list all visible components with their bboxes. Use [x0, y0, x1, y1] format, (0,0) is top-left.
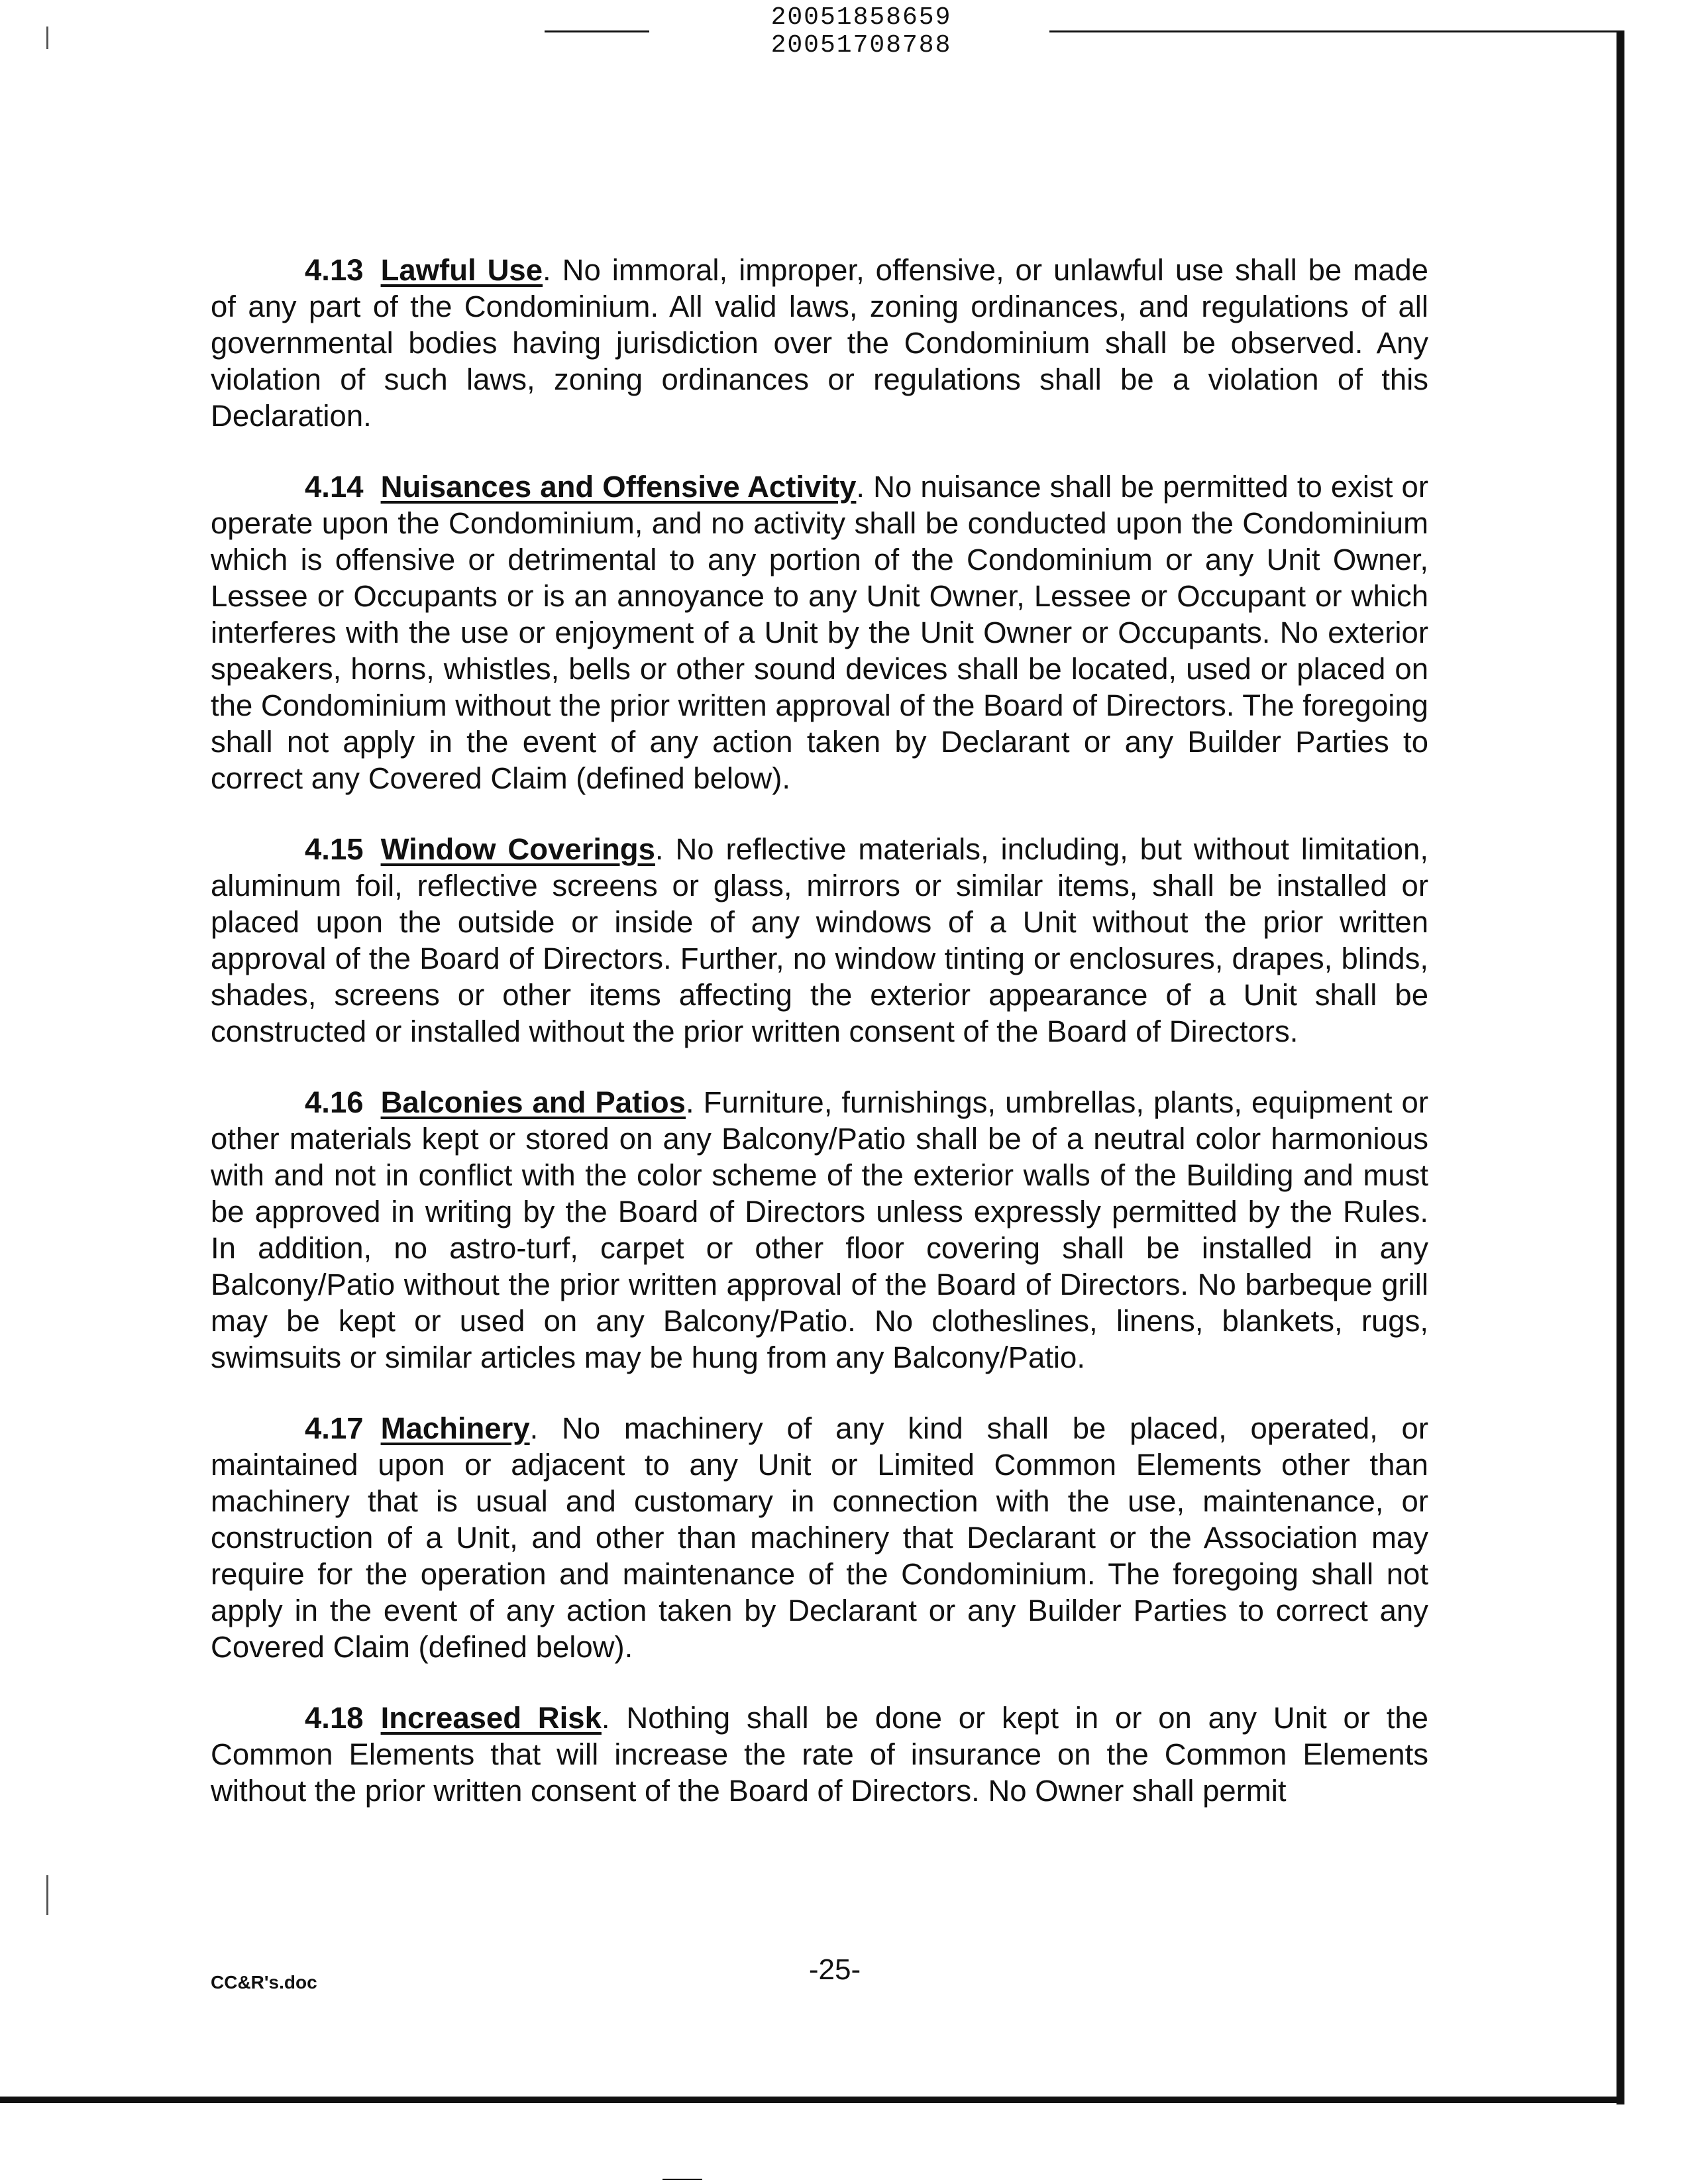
- section-text: Nothing shall be done or kept in or on any Unit or the Common Elements that will increase the rate of insurance on the Common Elements without the prior written consent of the Board of Directors. No Owner shall permit: [211, 1701, 1428, 1808]
- scan-speck: [46, 1875, 48, 1915]
- title-period: .: [601, 1701, 627, 1735]
- title-period: .: [655, 832, 676, 866]
- bottom-rule: [0, 2097, 1624, 2103]
- section-4-18: [211, 1700, 1428, 1809]
- section-title: Window Coverings: [380, 832, 655, 866]
- bottom-edge-rule: [662, 2179, 702, 2180]
- section-4-13: [211, 252, 1428, 434]
- title-period: .: [529, 1411, 562, 1445]
- section-number: 4.16: [305, 1085, 364, 1119]
- section-number: 4.13: [305, 253, 364, 287]
- section-title: Lawful Use: [380, 253, 543, 287]
- top-rule-left: [545, 30, 649, 32]
- title-period: .: [543, 253, 562, 287]
- section-text: No nuisance shall be permitted to exist or operate upon the Condominium, and no activity shall be conducted upon the Condominium which is offensive or detrimental to any portion of the Condominium or any Unit Owner, Lessee or Occupants or is an annoyance to any Unit Owner, Lessee or Occupant or which interferes with the use or enjoyment of a Unit by the Unit Owner or Occupants. No exterior speakers, horns, whistles, bells or other sound devices shall be located, used or placed on the Condominium without the prior written approval of the Board of Directors. The foregoing shall not apply in the event of any action taken by Declarant or any Builder Parties to correct any Covered Claim (defined below).: [211, 470, 1428, 795]
- footer-filename: CC&R's.doc: [211, 1972, 317, 1993]
- section-title: Machinery: [380, 1411, 530, 1445]
- section-4-17: [211, 1410, 1428, 1665]
- section-number: 4.15: [305, 832, 364, 866]
- scan-speck: [46, 27, 48, 49]
- doc-number-2: 20051708788: [770, 31, 952, 60]
- section-text: Furniture, furnishings, umbrellas, plants, equipment or other materials kept or stored on any Balcony/Patio shall be of a neutral color harmonious with and not in conflict with the color scheme of the exterior walls of the Building and must be approved in writing by the Board of Directors unless expressly permitted by the Rules. In addition, no astro-turf, carpet or other floor covering shall be installed in any Balcony/Patio without the prior written approval of the Board of Directors. No barbeque grill may be kept or used on any Balcony/Patio. No clotheslines, linens, blankets, rugs, swimsuits or similar articles may be hung from any Balcony/Patio.: [211, 1085, 1428, 1374]
- section-4-14: [211, 468, 1428, 796]
- section-text: No immoral, improper, offensive, or unlawful use shall be made of any part of the Condominium. All valid laws, zoning ordinances, and regulations of all governmental bodies having jurisdiction over the Condominium shall be observed. Any violation of such laws, zoning ordinances or regulations shall be a violation of this Declaration.: [211, 253, 1428, 433]
- document-body: [211, 252, 1428, 1843]
- section-number: 4.14: [305, 470, 364, 504]
- section-title: Increased Risk: [380, 1701, 602, 1735]
- page-number: -25-: [808, 1953, 861, 1986]
- section-4-15: [211, 831, 1428, 1050]
- section-text: No reflective materials, including, but without limitation, aluminum foil, reflective screens or glass, mirrors or similar items, shall be installed or placed upon the outside or inside of any windows of a Unit without the prior written approval of the Board of Directors. Further, no window tinting or enclosures, drapes, blinds, shades, screens or other items affecting the exterior appearance of a Unit shall be constructed or installed without the prior written consent of the Board of Directors.: [211, 832, 1428, 1048]
- title-period: .: [856, 470, 874, 504]
- section-number: 4.18: [305, 1701, 364, 1735]
- section-title: Balconies and Patios: [380, 1085, 686, 1119]
- doc-number-1: 20051858659: [770, 3, 952, 32]
- title-period: .: [685, 1085, 704, 1119]
- section-text: No machinery of any kind shall be placed, operated, or maintained upon or adjacent to any Unit or Limited Common Elements other than machinery that is usual and customary in connection with the use, maintenance, or construction of a Unit, and other than machinery that Declarant or the Association may require for the operation and maintenance of the Condominium. The foregoing shall not apply in the event of any action taken by Declarant or any Builder Parties to correct any Covered Claim (defined below).: [211, 1411, 1428, 1664]
- section-title: Nuisances and Offensive Activity: [380, 470, 857, 504]
- top-rule-right: [1049, 30, 1619, 32]
- section-4-16: [211, 1084, 1428, 1376]
- right-border: [1616, 30, 1624, 2104]
- section-number: 4.17: [305, 1411, 364, 1445]
